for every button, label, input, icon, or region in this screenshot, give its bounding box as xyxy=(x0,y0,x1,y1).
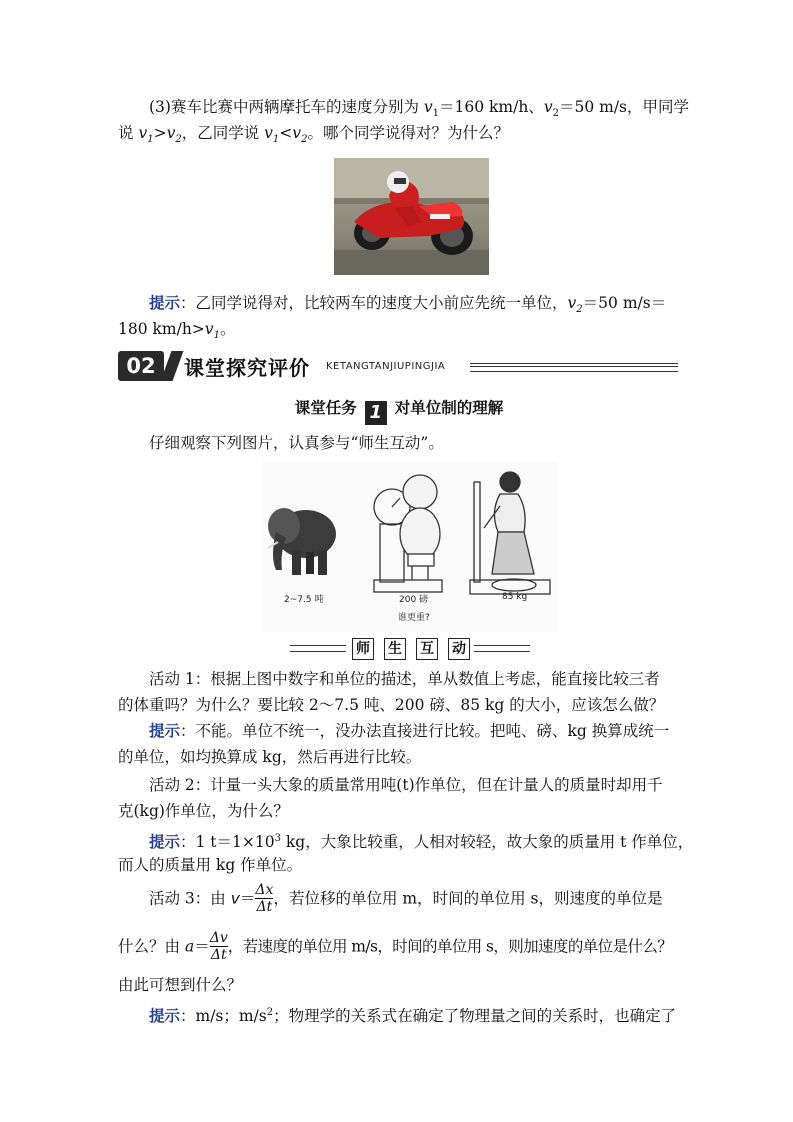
hint-1-tail: ＝50 m/s＝ xyxy=(582,294,667,312)
q3-gt: > xyxy=(153,124,167,142)
fraction-dx-dt: $\frac{\Delta x}{\Delta t}$ xyxy=(255,882,274,915)
hint-v2: $v_2$ xyxy=(567,294,583,316)
v2-value: ＝50 m/s，甲同学 xyxy=(558,98,690,116)
v1-ref-b: $v_1$ xyxy=(264,124,280,146)
task-prefix: 课堂任务 xyxy=(294,398,357,417)
activity-2-hint-text-b: kg，大象比较重，人相对较轻，故大象的质量用 t 作单位， xyxy=(280,833,694,852)
woman-weight-caption: 85 kg xyxy=(502,592,528,602)
activity-1-line-2: 的体重吗？为什么？要比较 2～7.5 吨、200 磅、85 kg 的大小，应该怎么做？ xyxy=(118,696,665,714)
hint-1-line-2 xyxy=(118,318,680,347)
activity-3-line-3: 由此可想到什么？ xyxy=(118,976,243,994)
task-number-badge: 1 xyxy=(365,401,387,425)
activity-2-line-2: 克(kg)作单位，为什么？ xyxy=(118,802,289,820)
hint-1-text-2: 180 km/h> xyxy=(118,320,205,338)
acceleration-symbol: a xyxy=(184,937,195,956)
fraction-dv-dt: $\frac{\Delta v}{\Delta t}$ xyxy=(209,930,228,963)
activity-1-line-1: 活动 1：根据上图中数字和单位的描述，单从数值上考虑，能直接比较三者 xyxy=(149,670,660,688)
motorcycle-racer-photo xyxy=(334,158,489,275)
activity-3-text-c: 什么？由 xyxy=(118,937,185,956)
equals: ＝ xyxy=(239,889,256,908)
teacher-student-interaction-header xyxy=(290,636,530,662)
banner-rule-lines xyxy=(470,363,678,372)
activity-3-hint-text-a: ：m/s；m/s xyxy=(180,1007,267,1026)
v2-ref: $v_2$ xyxy=(166,124,182,146)
activity-3-line-1 xyxy=(149,882,680,922)
activity-3-text-b: ，若位移的单位用 m，时间的单位用 s，则速度的单位是 xyxy=(273,889,663,908)
hint-label: 提示 xyxy=(149,1006,181,1026)
equals-2: ＝ xyxy=(194,937,210,956)
activity-2-hint-text-a: ：1 t＝1×10 xyxy=(180,833,275,852)
q3-text-a: 说 xyxy=(118,124,139,142)
v1-symbol: v xyxy=(423,98,433,116)
section-pinyin: KETANGTANJIUPINGJIA xyxy=(326,361,446,372)
activity-2-line-1: 活动 2：计量一头大象的质量常用吨(t)作单位，但在计量人的质量时却用千 xyxy=(149,776,663,794)
exponent: 3 xyxy=(274,833,281,844)
question-3-line-2 xyxy=(118,122,680,151)
exponent-2: 2 xyxy=(266,1007,274,1018)
activity-2-hint-line-1 xyxy=(149,828,694,853)
q3-text-c: ，乙同学说 xyxy=(181,124,265,142)
activity-3-text-d: ，若速度的单位用 m/s，时间的单位用 s，则加速度的单位是什么？ xyxy=(227,937,673,956)
interaction-char-1: 师 xyxy=(352,638,374,660)
elephant-weight-caption: 2~7.5 吨 xyxy=(284,595,324,605)
activity-3-text-a: 活动 3：由 xyxy=(149,889,231,908)
section-banner xyxy=(118,348,678,384)
hint-label: 提示 xyxy=(149,293,181,312)
question-3-line-1 xyxy=(149,96,690,125)
left-double-rule xyxy=(290,645,346,652)
interaction-char-2: 生 xyxy=(384,638,406,660)
weight-comparison-illustration xyxy=(262,462,558,632)
section-title: 课堂探究评价 xyxy=(184,356,310,380)
figure-question: 谁更重? xyxy=(398,613,430,623)
v1-sub: 1 xyxy=(432,108,440,120)
v2-ref-b: $v_2$ xyxy=(292,124,308,146)
activity-3-line-2 xyxy=(118,930,680,970)
hint-v1: $v_1$ xyxy=(204,320,220,342)
activity-2-hint-line-2: 而人的质量用 kg 作单位。 xyxy=(118,856,303,874)
v1-value: ＝160 km/h、 xyxy=(439,98,544,116)
activity-3-hint-line-1 xyxy=(149,1002,680,1027)
activity-3-hint-text-b: ；物理学的关系式在确定了物理量之间的关系时，也确定了 xyxy=(273,1007,677,1026)
section-number: 02 xyxy=(118,351,164,381)
activity-1-hint-text: ：不能。单位不统一，没办法直接进行比较。把吨、磅、kg 换算成统一 xyxy=(180,722,670,740)
intro-text: 仔细观察下列图片，认真参与“师生互动”。 xyxy=(149,434,444,452)
hint-1-end: 。 xyxy=(219,320,236,338)
right-double-rule xyxy=(474,645,530,652)
q3-lt: < xyxy=(279,124,293,142)
v1-ref: $v_1$ xyxy=(138,124,154,146)
hint-1-line-1 xyxy=(149,292,680,321)
v2-symbol: v xyxy=(543,98,553,116)
velocity-symbol: v xyxy=(230,889,240,908)
activity-1-hint-line-2: 的单位，如均换算成 kg，然后再进行比较。 xyxy=(118,748,422,766)
hint-1-text: ：乙同学说得对，比较两车的速度大小前应先统一单位， xyxy=(180,294,568,312)
classroom-task-heading xyxy=(118,396,680,425)
task-title: 对单位制的理解 xyxy=(394,398,504,417)
q3-text-e: 。哪个同学说得对？为什么？ xyxy=(307,124,509,142)
hint-label: 提示 xyxy=(149,832,181,852)
boy-weight-caption: 200 磅 xyxy=(399,595,429,605)
hint-label: 提示 xyxy=(149,721,181,740)
activity-1-hint-line-1 xyxy=(149,720,680,742)
interaction-char-4: 动 xyxy=(448,638,470,660)
interaction-char-3: 互 xyxy=(416,638,438,660)
v2-sub: 2 xyxy=(552,108,559,120)
q3-prefix: (3)赛车比赛中两辆摩托车的速度分别为 xyxy=(149,98,424,116)
